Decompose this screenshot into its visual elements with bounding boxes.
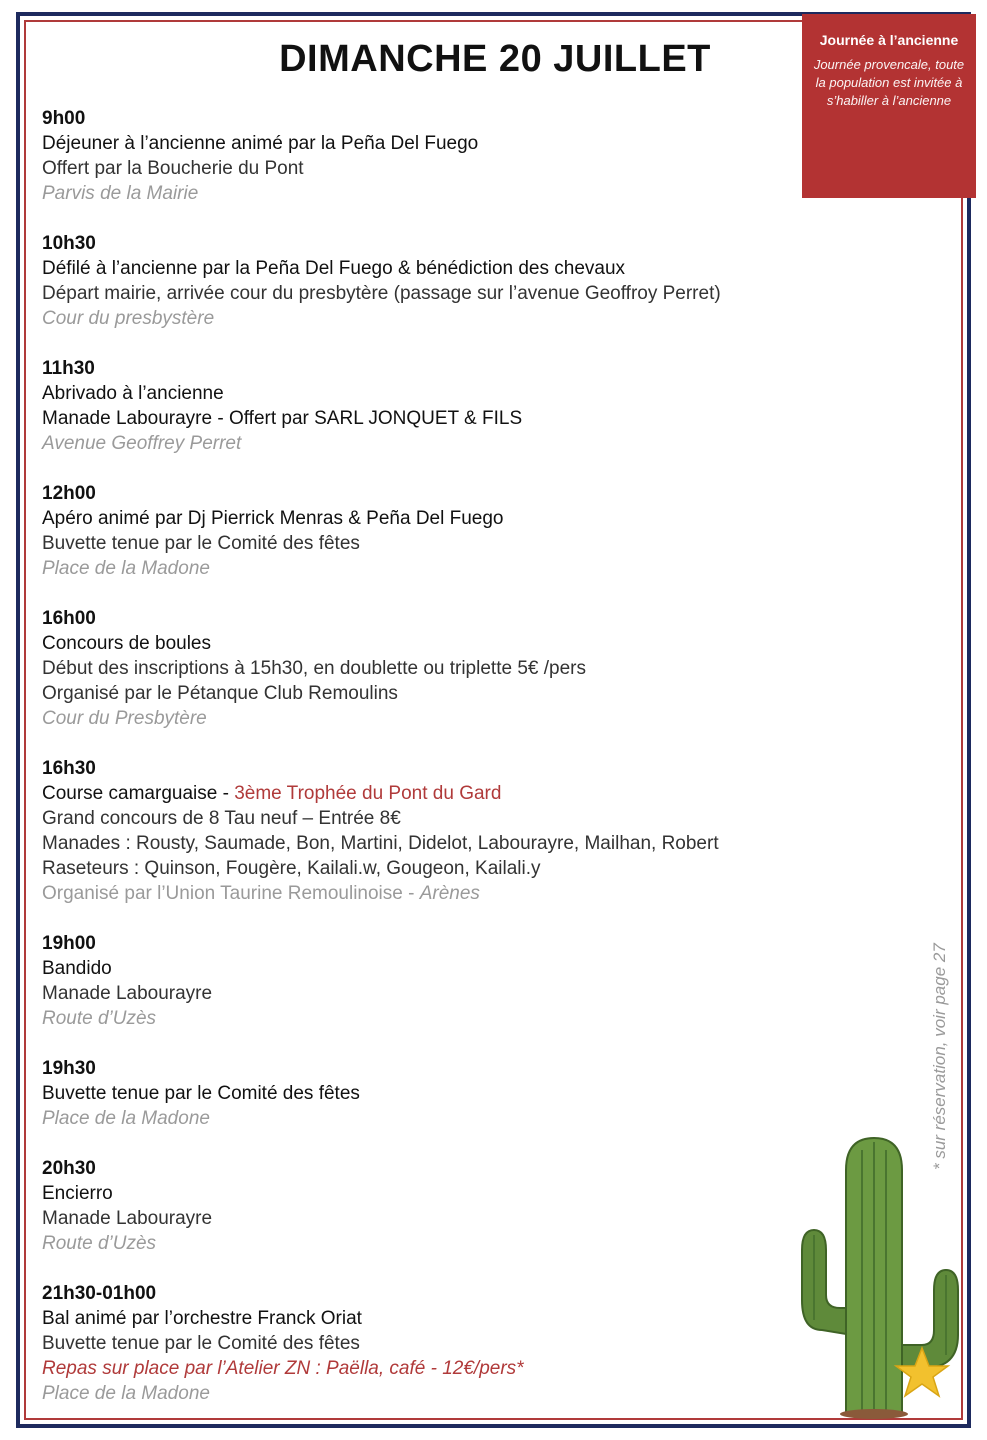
info-box-text: Journée provencale, toute la population est invitée à s’habiller à l’ancienne (813, 57, 965, 108)
event-place: Cour du Presbytère (42, 708, 207, 729)
event-title (42, 781, 802, 806)
event-detail: Manade Labourayre (42, 983, 213, 1004)
event-organizer: Organisé par l’Union Taurine Remoulinoise - (42, 883, 420, 904)
event-time: 19h00 (42, 933, 96, 954)
event-title: Bal animé par l’orchestre Franck Oriat (42, 1308, 362, 1329)
event-item (42, 1156, 802, 1256)
event-detail: Début des inscriptions à 15h30, en doublette ou triplette 5€ /pers (42, 658, 586, 679)
event-time: 12h00 (42, 483, 96, 504)
event-title: Buvette tenue par le Comité des fêtes (42, 1083, 360, 1104)
event-schedule (42, 106, 802, 1431)
cactus-illustration (782, 1130, 962, 1420)
event-title: Bandido (42, 958, 112, 979)
event-time: 11h30 (42, 358, 95, 379)
event-detail: Manade Labourayre (42, 1208, 213, 1229)
event-item (42, 756, 802, 906)
event-time: 16h00 (42, 608, 96, 629)
event-detail: Grand concours de 8 Tau neuf – Entrée 8€ (42, 808, 401, 829)
event-title: Défilé à l’ancienne par la Peña Del Fuego & bénédiction des chevaux (42, 258, 626, 279)
event-detail: Départ mairie, arrivée cour du presbytère (passage sur l’avenue Geoffroy Perret) (42, 283, 721, 304)
event-item (42, 231, 802, 331)
event-item (42, 606, 802, 731)
event-place: Place de la Madone (42, 1108, 210, 1129)
event-detail: Manades : Rousty, Saumade, Bon, Martini, Didelot, Labourayre, Mailhan, Robert (42, 833, 719, 854)
reservation-footnote: * sur réservation, voir page 27 (930, 943, 949, 1170)
event-item (42, 1056, 802, 1131)
event-item (42, 356, 802, 456)
event-time: 9h00 (42, 108, 86, 129)
event-title-text: Course camarguaise - (42, 783, 235, 804)
event-title: Abrivado à l’ancienne (42, 383, 224, 404)
event-time: 20h30 (42, 1158, 96, 1179)
event-place: Route d’Uzès (42, 1233, 157, 1254)
page-title: DIMANCHE 20 JUILLET (279, 38, 711, 80)
event-note: Repas sur place par l’Atelier ZN : Paëlla, café - 12€/pers* (42, 1358, 524, 1379)
event-place: Avenue Geoffrey Perret (42, 433, 242, 454)
info-box (802, 14, 976, 198)
event-detail: Raseteurs : Quinson, Fougère, Kailali.w, Gougeon, Kailali.y (42, 858, 541, 879)
event-place-name: Arènes (419, 883, 480, 904)
event-time: 21h30-01h00 (42, 1283, 157, 1304)
event-detail: Offert par la Boucherie du Pont (42, 158, 304, 179)
event-item (42, 1281, 802, 1406)
event-detail: Buvette tenue par le Comité des fêtes (42, 1333, 360, 1354)
event-time: 19h30 (42, 1058, 96, 1079)
event-detail: Organisé par le Pétanque Club Remoulins (42, 683, 398, 704)
event-place: Place de la Madone (42, 558, 210, 579)
event-title: Déjeuner à l’ancienne animé par la Peña Del Fuego (42, 133, 479, 154)
event-place: Route d’Uzès (42, 1008, 157, 1029)
event-item (42, 931, 802, 1031)
trophy-highlight: 3ème Trophée du Pont du Gard (234, 783, 502, 804)
event-item (42, 481, 802, 581)
event-place: Parvis de la Mairie (42, 183, 199, 204)
event-detail: Buvette tenue par le Comité des fêtes (42, 533, 360, 554)
event-detail: Manade Labourayre - Offert par SARL JONQUET & FILS (42, 408, 523, 429)
event-place (42, 881, 802, 906)
event-time: 16h30 (42, 758, 96, 779)
event-title: Concours de boules (42, 633, 211, 654)
event-title: Apéro animé par Dj Pierrick Menras & Peña Del Fuego (42, 508, 504, 529)
event-place: Cour du presbystère (42, 308, 215, 329)
event-place: Place de la Madone (42, 1383, 210, 1404)
event-title: Encierro (42, 1183, 113, 1204)
event-time: 10h30 (42, 233, 96, 254)
event-item (42, 106, 802, 206)
info-box-title: Journée à l’ancienne (819, 32, 959, 48)
